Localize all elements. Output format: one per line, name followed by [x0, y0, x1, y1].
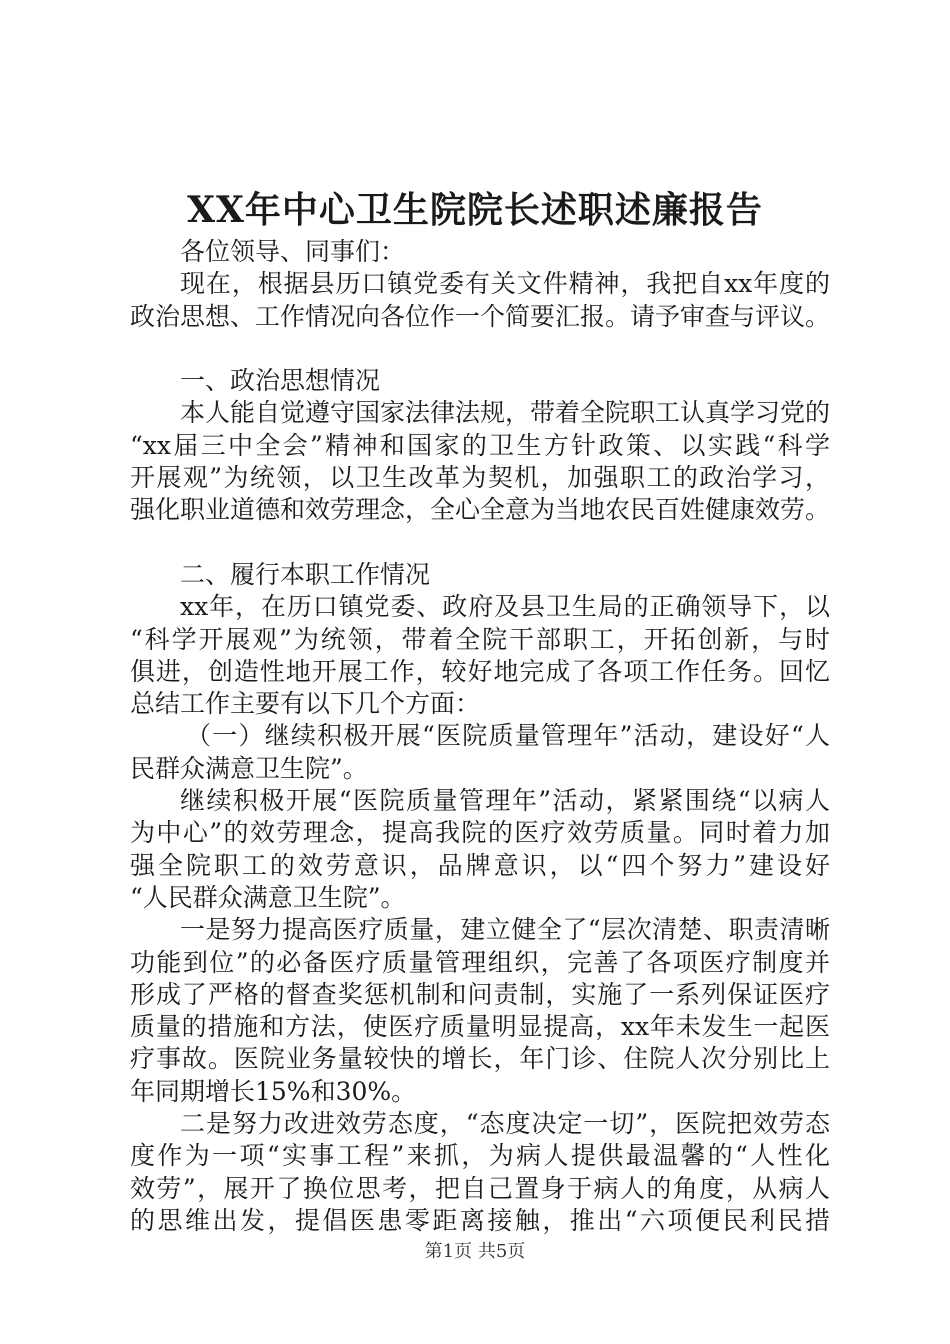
document-title: XX年中心卫生院院长述职述廉报告 — [187, 189, 763, 231]
subsection-heading: 民群众满意卫生院”。 — [130, 753, 368, 783]
paragraph-line: 政治思想、工作情况向各位作一个简要汇报。请予审查与评议。 — [130, 301, 830, 331]
paragraph-line: 一是努力提高医疗质量，建立健全了“层次清楚、职责清晰 — [180, 915, 830, 945]
paragraph-line: 现在，根据县历口镇党委有关文件精神，我把自xx年度的 — [180, 269, 830, 299]
paragraph-line: 为中心”的效劳理念，提高我院的医疗效劳质量。同时着力加 — [130, 818, 830, 848]
paragraph-line: 效劳”，展开了换位思考，把自己置身于病人的角度，从病人 — [130, 1173, 830, 1203]
paragraph-line: 开展观”为统领，以卫生改革为契机，加强职工的政治学习， — [130, 463, 830, 493]
paragraph-line: 功能到位”的必备医疗质量管理组织，完善了各项医疗制度并 — [130, 947, 830, 977]
paragraph-line: 俱进，创造性地开展工作，较好地完成了各项工作任务。回忆 — [130, 656, 830, 686]
paragraph-line: 总结工作主要有以下几个方面： — [130, 689, 481, 719]
paragraph-line: “xx届三中全会”精神和国家的卫生方针政策、以实践“科学 — [130, 430, 830, 460]
paragraph-line: “科学开展观”为统领，带着全院干部职工，开拓创新，与时 — [130, 624, 830, 654]
paragraph-line: “人民群众满意卫生院”。 — [130, 882, 406, 912]
paragraph-line: xx年，在历口镇党委、政府及县卫生局的正确领导下，以 — [180, 592, 830, 622]
paragraph-line: 的思维出发，提倡医患零距离接触，推出“六项便民利民措 — [130, 1205, 830, 1235]
paragraph-line: 质量的措施和方法，使医疗质量明显提高，xx年未发生一起医 — [130, 1012, 830, 1042]
paragraph-line: 强化职业道德和效劳理念，全心全意为当地农民百姓健康效劳。 — [130, 495, 830, 525]
document-body — [130, 236, 830, 1237]
subsection-heading: （一）继续积极开展“医院质量管理年”活动，建设好“人 — [186, 721, 830, 751]
paragraph-line: 度作为一项“实事工程”来抓，为病人提供最温馨的“人性化 — [130, 1141, 830, 1171]
paragraph-line: 形成了严格的督查奖惩机制和问责制，实施了一系列保证医疗 — [130, 979, 830, 1009]
paragraph-line: 继续积极开展“医院质量管理年”活动，紧紧围绕“以病人 — [180, 786, 830, 816]
paragraph-gap — [130, 527, 830, 559]
paragraph-line: 强全院职工的效劳意识，品牌意识，以“四个努力”建设好 — [130, 850, 830, 880]
paragraph-gap — [130, 333, 830, 365]
paragraph-line: 疗事故。医院业务量较快的增长，年门诊、住院人次分别比上 — [130, 1044, 830, 1074]
paragraph-line: 二是努力改进效劳态度，“态度决定一切”，医院把效劳态 — [180, 1109, 830, 1139]
salutation: 各位领导、同事们： — [180, 237, 406, 266]
paragraph-line: 年同期增长15%和30%。 — [130, 1076, 417, 1106]
section-heading: 二、履行本职工作情况 — [180, 559, 431, 589]
paragraph-line: 本人能自觉遵守国家法律法规，带着全院职工认真学习党的 — [180, 398, 830, 428]
page-number-footer: 第1页 共5页 — [424, 1241, 526, 1262]
section-heading: 一、政治思想情况 — [180, 366, 381, 396]
